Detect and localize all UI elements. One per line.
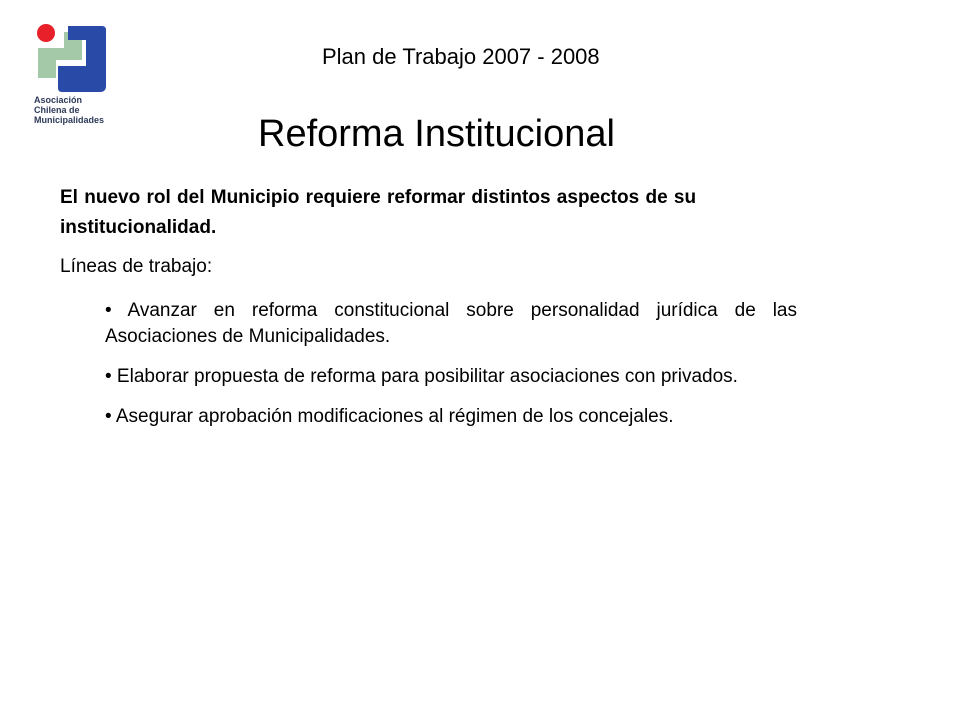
page-title: Reforma Institucional: [258, 113, 615, 155]
bullet-item: • Elaborar propuesta de reforma para posibilitar asociaciones con privados.: [105, 366, 738, 387]
lines-label: Líneas de trabajo:: [60, 256, 213, 277]
bullet-item: • Asegurar aprobación modificaciones al régimen de los concejales.: [105, 406, 674, 427]
logo-line-1: Asociación: [34, 95, 83, 105]
bullet-item: • Avanzar en reforma constitucional sobre personalidad jurídica de las Asociaciones de Municipalidades.: [105, 300, 797, 347]
logo-line-2: Chilena de: [34, 105, 80, 115]
logo-text: [34, 95, 104, 125]
bullet-list: [105, 298, 797, 444]
intro-paragraph: El nuevo rol del Municipio requiere reformar distintos aspectos de su institucionalidad.: [60, 187, 697, 238]
plan-title: Plan de Trabajo 2007 - 2008: [322, 44, 600, 69]
association-logo: [28, 20, 118, 130]
logo-line-3: Municipalidades: [34, 115, 105, 125]
